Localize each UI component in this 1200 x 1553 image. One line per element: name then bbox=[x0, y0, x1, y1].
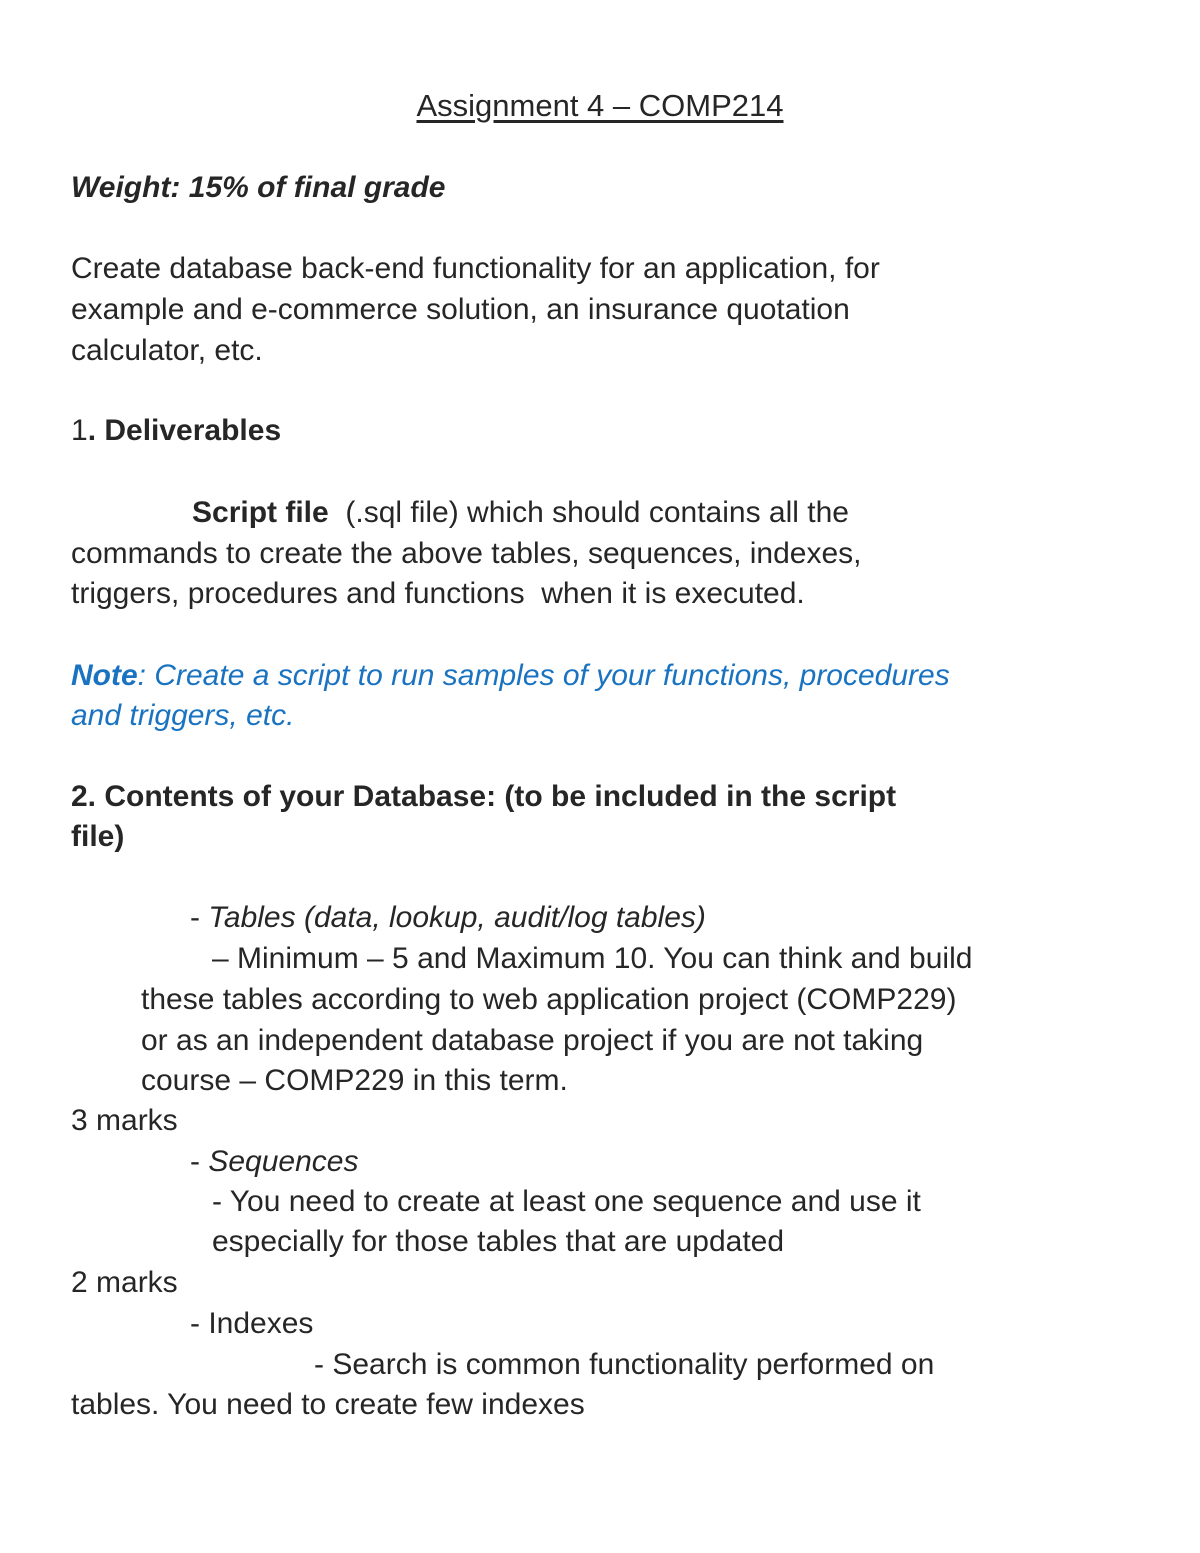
sequences-line-2: especially for those tables that are updated bbox=[212, 1225, 785, 1258]
sequences-heading bbox=[190, 1142, 358, 1182]
tables-label: Tables (data, lookup, audit/log tables) bbox=[208, 901, 706, 934]
script-file-line-2: commands to create the above tables, sequences, indexes, bbox=[71, 537, 862, 570]
note-line-1 bbox=[71, 656, 950, 696]
section-title: . Deliverables bbox=[87, 414, 282, 447]
script-file-line-3: triggers, procedures and functions when it is executed. bbox=[71, 577, 805, 610]
sequences-dash: - bbox=[190, 1145, 209, 1178]
tables-dash: - bbox=[190, 901, 209, 934]
indexes-line-1: - Search is common functionality performed on bbox=[314, 1348, 935, 1381]
intro-line-3: calculator, etc. bbox=[71, 334, 263, 367]
script-file-text: (.sql file) which should contains all the bbox=[328, 496, 849, 529]
sequences-line-1: - You need to create at least one sequence and use it bbox=[212, 1185, 921, 1218]
weight-line: Weight: 15% of final grade bbox=[71, 171, 446, 204]
intro-line-2: example and e-commerce solution, an insurance quotation bbox=[71, 293, 850, 326]
tables-marks: 3 marks bbox=[71, 1104, 178, 1137]
note-label: Note bbox=[71, 659, 138, 692]
tables-line-3: or as an independent database project if you are not taking bbox=[141, 1024, 924, 1057]
assignment-title: Assignment 4 – COMP214 bbox=[416, 88, 784, 123]
section-deliverables-heading bbox=[71, 411, 281, 451]
note-text: : Create a script to run samples of your functions, procedures bbox=[137, 659, 950, 692]
indexes-line-2: tables. You need to create few indexes bbox=[71, 1388, 585, 1421]
indexes-heading: - Indexes bbox=[190, 1307, 314, 1340]
section-contents-heading-1: 2. Contents of your Database: (to be included in the script bbox=[71, 780, 897, 813]
section-contents-heading-2: file) bbox=[71, 820, 125, 853]
sequences-label: Sequences bbox=[208, 1145, 359, 1178]
script-file-label: Script file bbox=[192, 496, 329, 529]
tables-line-1: – Minimum – 5 and Maximum 10. You can think and build bbox=[212, 942, 973, 975]
intro-line-1: Create database back-end functionality for an application, for bbox=[71, 252, 880, 285]
sequences-marks: 2 marks bbox=[71, 1266, 178, 1299]
note-line-2: and triggers, etc. bbox=[71, 699, 295, 732]
section-number: 1 bbox=[71, 414, 88, 447]
script-file-line-1 bbox=[192, 493, 849, 533]
tables-heading bbox=[190, 898, 706, 938]
tables-line-4: course – COMP229 in this term. bbox=[141, 1064, 568, 1097]
tables-line-2: these tables according to web application project (COMP229) bbox=[141, 983, 957, 1016]
